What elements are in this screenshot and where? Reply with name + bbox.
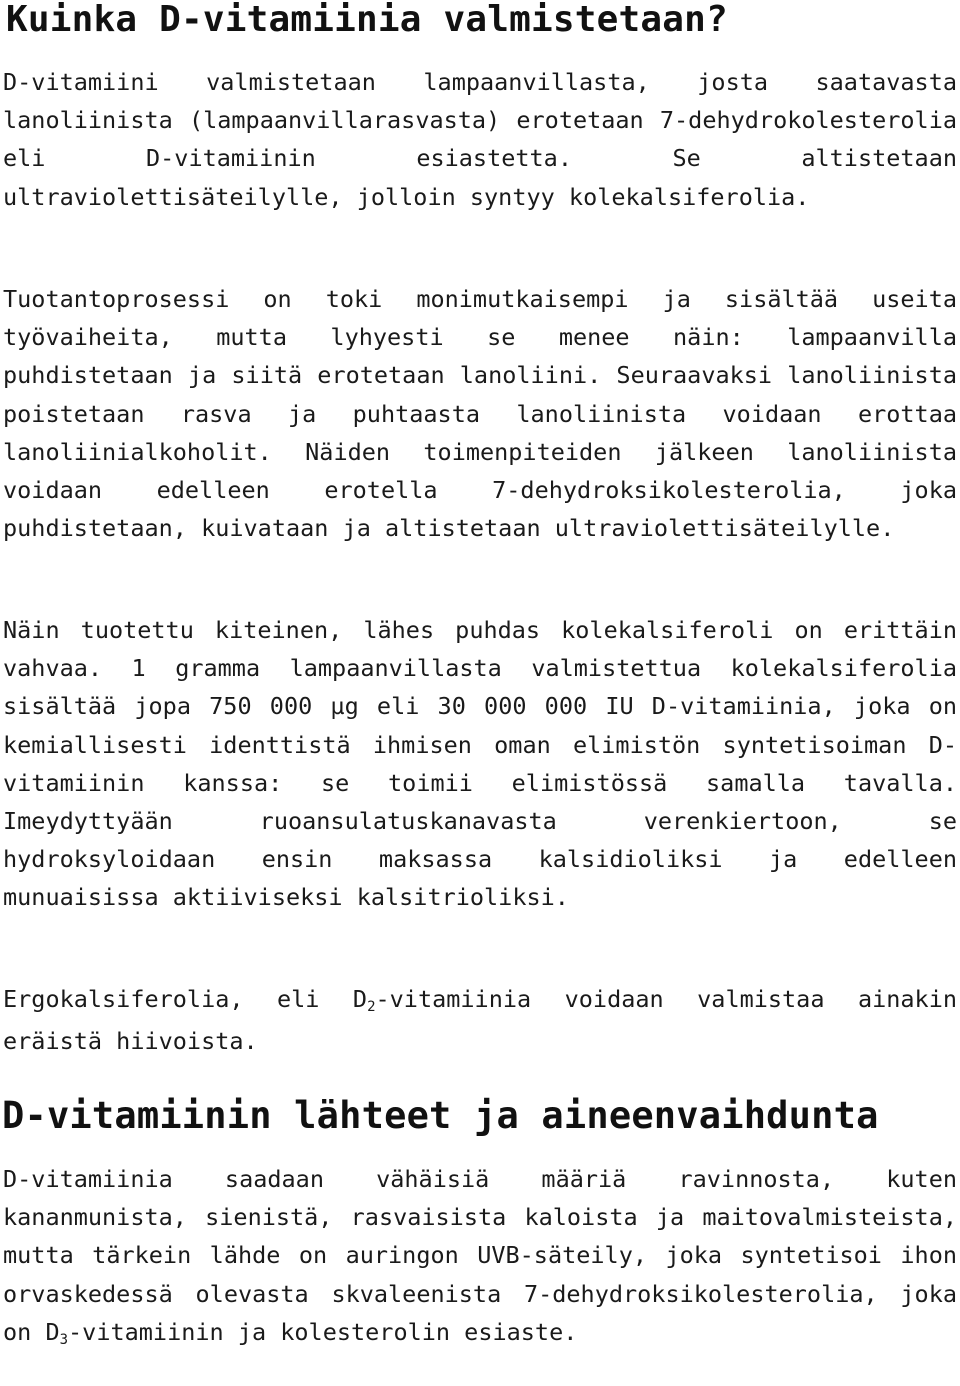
heading-how-vitamin-d-is-made: Kuinka D-vitamiinia valmistetaan? — [6, 0, 728, 40]
ergocalciferol-text-before: Ergokalsiferolia, eli D — [3, 985, 368, 1013]
sources-text-before: D-vitamiinia saadaan vähäisiä määriä ravinnosta, kuten kananmunista, sienistä, rasvaisista kaloista ja maitovalmisteista, mutta tärkein lähde on auringon UVB-säteily, joka syntetisoi ihon orvaskedessä olevasta skvaleenista 7-dehydroksikolesterolia, joka on D — [3, 1165, 957, 1346]
paragraph-ergocalciferol — [3, 978, 957, 1062]
paragraph-production-process: Tuotantoprosessi on toki monimutkaisempi ja sisältää useita työvaiheita, mutta lyhyesti se menee näin: lampaanvilla puhdistetaan ja siitä erotetaan lanoliini. Seuraavaksi lanoliinista poistetaan rasva ja puhtaasta lanoliinista voidaan erottaa lanoliinialkoholit. Näiden toimenpiteiden jälkeen lanoliinista voidaan edelleen erotella 7-dehydroksikolesterolia, joka puhdistetaan, kuivataan ja altistetaan ultraviolettisäteilylle. — [3, 285, 957, 543]
paragraph-sources — [3, 1160, 957, 1351]
subscript-d3: 3 — [59, 1331, 69, 1348]
paragraph-potency: Näin tuotettu kiteinen, lähes puhdas kolekalsiferoli on erittäin vahvaa. 1 gramma lampaanvillasta valmistettua kolekalsiferolia sisältää jopa 750 000 µg eli 30 000 000 IU D-vitamiinia, joka on kemiallisesti identtistä ihmisen oman elimistön syntetisoiman D-vitamiinin kanssa: se toimii elimistössä samalla tavalla. Imeydyttyään ruoansulatuskanavasta verenkiertoon, se hydroksyloidaan ensin maksassa kalsidioliksi ja edelleen munuaisissa aktiiviseksi kalsitrioliksi. — [3, 616, 957, 912]
paragraph-production-intro: D-vitamiini valmistetaan lampaanvillasta, josta saatavasta lanoliinista (lampaanvillarasvasta) erotetaan 7-dehydrokolesterolia eli D-vitamiinin esiastetta. Se altistetaan ultraviolettisäteilylle, jolloin syntyy kolekalsiferolia. — [3, 68, 957, 211]
ergocalciferol-text-after: -vitamiinia voidaan valmistaa ainakin eräistä hiivoista. — [3, 985, 957, 1055]
heading-sources-and-metabolism: D-vitamiinin lähteet ja aineenvaihdunta — [2, 1094, 879, 1137]
subscript-d2: 2 — [367, 999, 376, 1015]
sources-text-after: -vitamiinin ja kolesterolin esiaste. — [68, 1317, 578, 1346]
